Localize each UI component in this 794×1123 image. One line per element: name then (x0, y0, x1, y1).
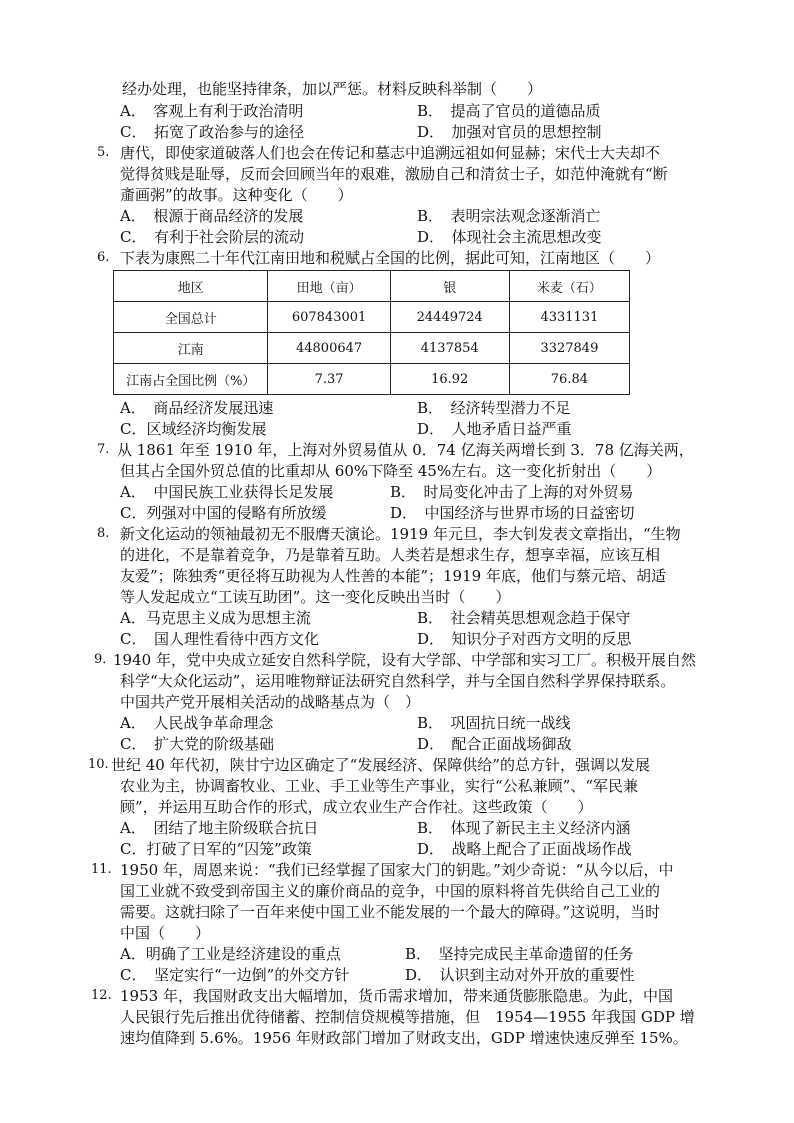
q11-number: 11. (91, 862, 112, 877)
q10-line2: 农业为主，协调畜牧业、工业、手工业等生产事业，实行“公私兼顾”、“军民兼 (120, 777, 639, 795)
table-row (114, 333, 630, 364)
q12-line1: 1953 年，我国财政支出大幅增加，货币需求增加，带来通货膨胀隐患。为此，中国 (120, 987, 673, 1005)
table-cell: 44800647 (268, 333, 390, 364)
q5-line1: 唐代，即使家道破落人们也会在传记和墓志中追溯远祖如何显赫；宋代士大夫却不 (120, 144, 661, 162)
q10-line1: 世纪 40 年代初，陕甘宁边区确定了“发展经济、保障供给”的总方针，强调以发展 (111, 756, 650, 774)
q8-number: 8. (97, 526, 110, 541)
q11-option-a: A．明确了工业是经济建设的重点 (120, 945, 341, 963)
q4-line1: 经办处理，也能坚持律条，加以严惩。材料反映科举制（ ） (122, 80, 543, 98)
q10-option-b: B． 体现了新民主主义经济内涵 (417, 819, 631, 837)
table-header-row (114, 271, 630, 302)
table-header-cell: 米麦（石） (509, 271, 629, 302)
q8-line1: 新文化运动的领袖最初无不服膺天演论。1919 年元旦，李大钊发表文章指出，“生物 (120, 525, 681, 543)
table-cell: 全国总计 (114, 302, 268, 333)
table-row (114, 364, 630, 395)
q9-option-d: D． 配合正面战场御敌 (417, 735, 572, 753)
q5-option-a: A． 根源于商品经济的发展 (120, 207, 304, 225)
q4-option-b: B． 提高了官员的道德品质 (417, 102, 601, 120)
q9-option-a: A． 人民战争革命理念 (120, 714, 274, 732)
q6-option-a: A． 商品经济发展迅速 (120, 399, 274, 417)
q5-option-b: B． 表明宗法观念逐渐消亡 (417, 207, 601, 225)
q11-option-d: D． 认识到主动对外开放的重要性 (405, 966, 635, 984)
q7-option-b: B． 时局变化冲击了上海的对外贸易 (390, 483, 634, 501)
q8-option-a: A．马克思主义成为思想主流 (120, 609, 311, 627)
q5-option-d: D． 体现社会主流思想改变 (417, 228, 602, 246)
q6-line1: 下表为康熙二十年代江南田地和税赋占全国的比例，据此可知，江南地区（ ） (120, 249, 661, 267)
q6-option-b: B． 经济转型潜力不足 (417, 399, 571, 417)
q4-option-a: A． 客观上有利于政治清明 (120, 102, 304, 120)
table-cell: 7.37 (268, 364, 390, 395)
table-cell: 16.92 (390, 364, 509, 395)
table-header-cell: 银 (390, 271, 509, 302)
q7-option-d: D． 中国经济与世界市场的日益密切 (390, 504, 635, 522)
table-header-cell: 田地（亩） (268, 271, 390, 302)
q9-number: 9． (94, 652, 116, 667)
q12-line2: 人民银行先后推出优待储蓄、控制信贷规模等措施，但 1954—1955 年我国 GDP 增 (120, 1008, 695, 1026)
q8-option-b: B． 社会精英思想观念趋于保守 (417, 609, 631, 627)
q4-option-c: C． 拓宽了政治参与的途径 (120, 123, 304, 141)
table-cell: 江南占全国比例（%） (114, 364, 268, 395)
q10-line3: 顾”，并运用互助合作的形式，成立农业生产合作社。这些政策（ ） (120, 798, 593, 816)
q4-option-d: D． 加强对官员的思想控制 (417, 123, 602, 141)
table-cell: 4331131 (509, 302, 629, 333)
q9-line3: 中国共产党开展相关活动的战略基点为（ ） (120, 693, 421, 711)
table-cell: 3327849 (509, 333, 629, 364)
table-cell: 江南 (114, 333, 268, 364)
q8-option-d: D． 知识分子对西方文明的反思 (417, 630, 632, 648)
table-cell: 607843001 (268, 302, 390, 333)
q6-number: 6. (97, 250, 110, 265)
q9-option-b: B． 巩固抗日统一战线 (417, 714, 571, 732)
q7-option-a: A． 中国民族工业获得长足发展 (120, 483, 334, 501)
q11-line1: 1950 年，周恩来说：“我们已经掌握了国家大门的钥匙。”刘少奇说：“从今以后，中 (120, 861, 674, 879)
q8-line3: 友爱”；陈独秀“更径将互助视为人性善的本能”；1919 年底，他们与蔡元培、胡适 (120, 567, 666, 585)
q11-line3: 需要。这就扫除了一百年来使中国工业不能发展的一个最大的障碍。”这说明，当时 (120, 903, 661, 921)
q8-line4: 等人发起成立“工读互助团”。这一变化反映出当时（ ） (120, 588, 511, 606)
q7-option-c: C．列强对中国的侵略有所放缓 (120, 504, 327, 522)
table-cell: 4137854 (390, 333, 509, 364)
q12-number: 12. (91, 988, 112, 1003)
q5-option-c: C． 有利于社会阶层的流动 (120, 228, 304, 246)
table-cell: 76.84 (509, 364, 629, 395)
q7-line2: 但其占全国外贸总值的比重却从 60%下降至 45%左右。这一变化折射出（ ） (120, 462, 662, 480)
q11-option-c: C． 坚定实行“一边倒”的外交方针 (120, 966, 350, 984)
q5-line2: 觉得贫贱是耻辱，反而会回顾当年的艰难，激励自己和清贫士子，如范仲淹就有“断 (120, 165, 668, 183)
table-row (114, 302, 630, 333)
q10-option-d: D． 战略上配合了正面战场作战 (417, 840, 632, 858)
q8-line2: 的进化，不是靠着竞争，乃是靠着互助。人类若是想求生存，想享幸福，应该互相 (120, 546, 661, 564)
q6-option-c: C．区域经济均衡发展 (120, 420, 267, 438)
q10-option-a: A． 团结了地主阶级联合抗日 (120, 819, 319, 837)
table-header-cell: 地区 (114, 271, 268, 302)
q9-line2: 科学“大众化运动”，运用唯物辩证法研究自然科学，并与全国自然科学界保持联系。 (120, 672, 676, 690)
q11-option-b: B． 坚持完成民主革命遗留的任务 (405, 945, 634, 963)
q11-line2: 国工业就不致受到帝国主义的廉价商品的竞争，中国的原料将首先供给自己工业的 (120, 882, 661, 900)
q8-option-c: C． 国人理性看待中西方文化 (120, 630, 319, 648)
table-cell: 24449724 (390, 302, 509, 333)
q6-option-d: D． 人地矛盾日益严重 (417, 420, 572, 438)
tax-table (113, 270, 630, 395)
q5-line3: 齑画粥”的故事。这种变化（ ） (120, 186, 353, 204)
q9-line1: 1940 年，党中央成立延安自然科学院，设有大学部、中学部和实习工厂。积极开展自然 (113, 651, 696, 669)
q9-option-c: C． 扩大党的阶级基础 (120, 735, 274, 753)
q5-number: 5. (97, 145, 110, 160)
q12-line3: 速均值降到 5.6%。1956 年财政部门增加了财政支出，GDP 增速快速反弹至 15%。 (120, 1029, 688, 1047)
q7-number: 7. (97, 442, 110, 457)
q10-number: 10. (88, 757, 109, 772)
q10-option-c: C．打破了日军的“囚笼”政策 (120, 840, 312, 858)
q7-line1: 从 1861 年至 1910 年，上海对外贸易值从 0．74 亿海关两增长到 3．78 亿海关两， (117, 441, 694, 459)
q11-line4: 中国（ ） (120, 924, 211, 942)
